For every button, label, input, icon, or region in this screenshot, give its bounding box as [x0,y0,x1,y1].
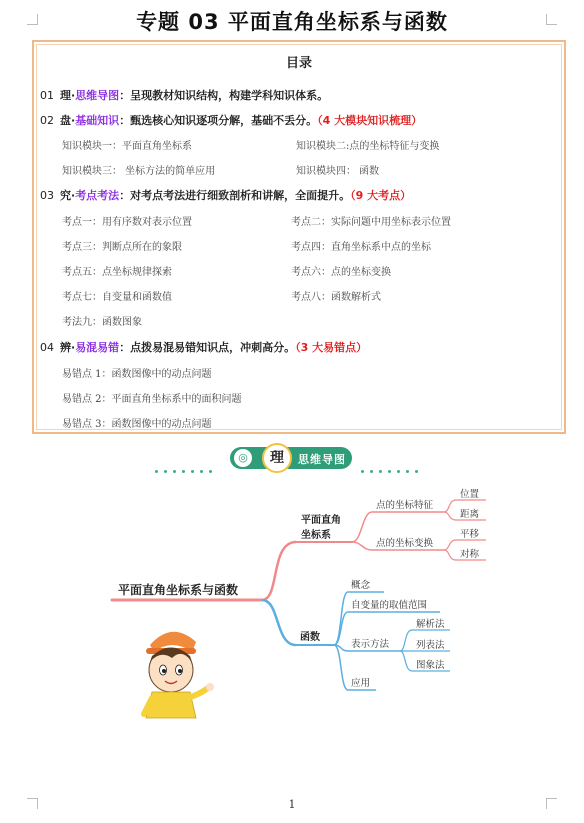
dots-right [361,458,424,462]
toc-point-5: 考点五：点坐标规律探索 [62,267,172,278]
section-banner [155,445,425,475]
leaf-graph: 图象法 [416,660,445,671]
toc-module-1: 知识模块一：平面直角坐标系 [62,141,192,152]
toc-module-4: 知识模块四： 函数 [296,166,380,177]
toc-point-3: 考点三：判断点所在的象限 [62,242,182,253]
dots-left [155,458,218,462]
n1-concept: 概念 [351,580,371,591]
b1-label-line1: 平面直角 [301,515,341,526]
toc-section-01: 01 理·思维导图：呈现教材知识结构，构建学科知识体系。 [40,89,329,102]
page-title: 专题 03 平面直角坐标系与函数 [136,10,448,34]
toc-error-1: 易错点 1：函数图像中的动点问题 [62,369,212,380]
leaf-distance: 距离 [460,509,480,520]
b1-label-line2: 坐标系 [301,530,331,541]
toc-section-04: 04 辨·易混易错：点拨易混易错知识点，冲刺高分。（3 大易错点） [40,341,368,354]
toc-point-2: 考点二：实际问题中用坐标表示位置 [291,217,451,228]
toc-point-9: 考法九：函数图象 [62,317,142,328]
cartoon-boy-illustration [144,632,214,718]
toc-point-4: 考点四：直角坐标系中点的坐标 [291,242,431,253]
toc-heading: 目录 [285,56,312,71]
toc-point-1: 考点一：用有序数对表示位置 [62,217,192,228]
toc-point-6: 考点六：点的坐标变换 [291,267,391,278]
n2-domain: 自变量的取值范围 [351,600,428,611]
branch-lower [262,600,296,645]
banner-text: 思维导图 [298,453,346,466]
leaf-symmetry: 对称 [460,549,480,560]
banner-badge: 理 [262,443,292,473]
b2-label: 函数 [300,632,320,643]
target-icon: ◎ [234,449,252,467]
n4-application: 应用 [351,678,371,689]
toc-error-2: 易错点 2：平面直角坐标系中的面积问题 [62,394,242,405]
banner-bar [230,447,352,469]
page-number: 1 [288,798,296,811]
toc-section-02: 02 盘·基础知识：甄选核心知识逐项分解，基础不丢分。（4 大模块知识梳理） [40,114,423,127]
c1-label: 点的坐标特征 [376,500,434,511]
root-label: 平面直角坐标系与函数 [118,583,239,597]
toc-point-7: 考点七：自变量和函数值 [62,292,172,303]
toc-section-03: 03 究·考点考法：对考点考法进行细致剖析和讲解，全面提升。（9 大考点） [40,189,412,202]
branch-upper [262,542,296,600]
mind-map [0,480,584,790]
toc-point-8: 考点八：函数解析式 [291,292,381,303]
c2-label: 点的坐标变换 [376,538,434,549]
toc-error-3: 易错点 3：函数图像中的动点问题 [62,419,212,430]
leaf-table: 列表法 [416,640,445,651]
leaf-position: 位置 [460,489,480,500]
toc-module-3: 知识模块三： 坐标方法的简单应用 [62,166,216,177]
leaf-translation: 平移 [460,529,480,540]
table-of-contents [32,40,566,434]
toc-module-2: 知识模块二:点的坐标特征与变换 [296,141,440,152]
leaf-analytic: 解析法 [416,619,445,630]
n3-methods: 表示方法 [351,639,390,650]
